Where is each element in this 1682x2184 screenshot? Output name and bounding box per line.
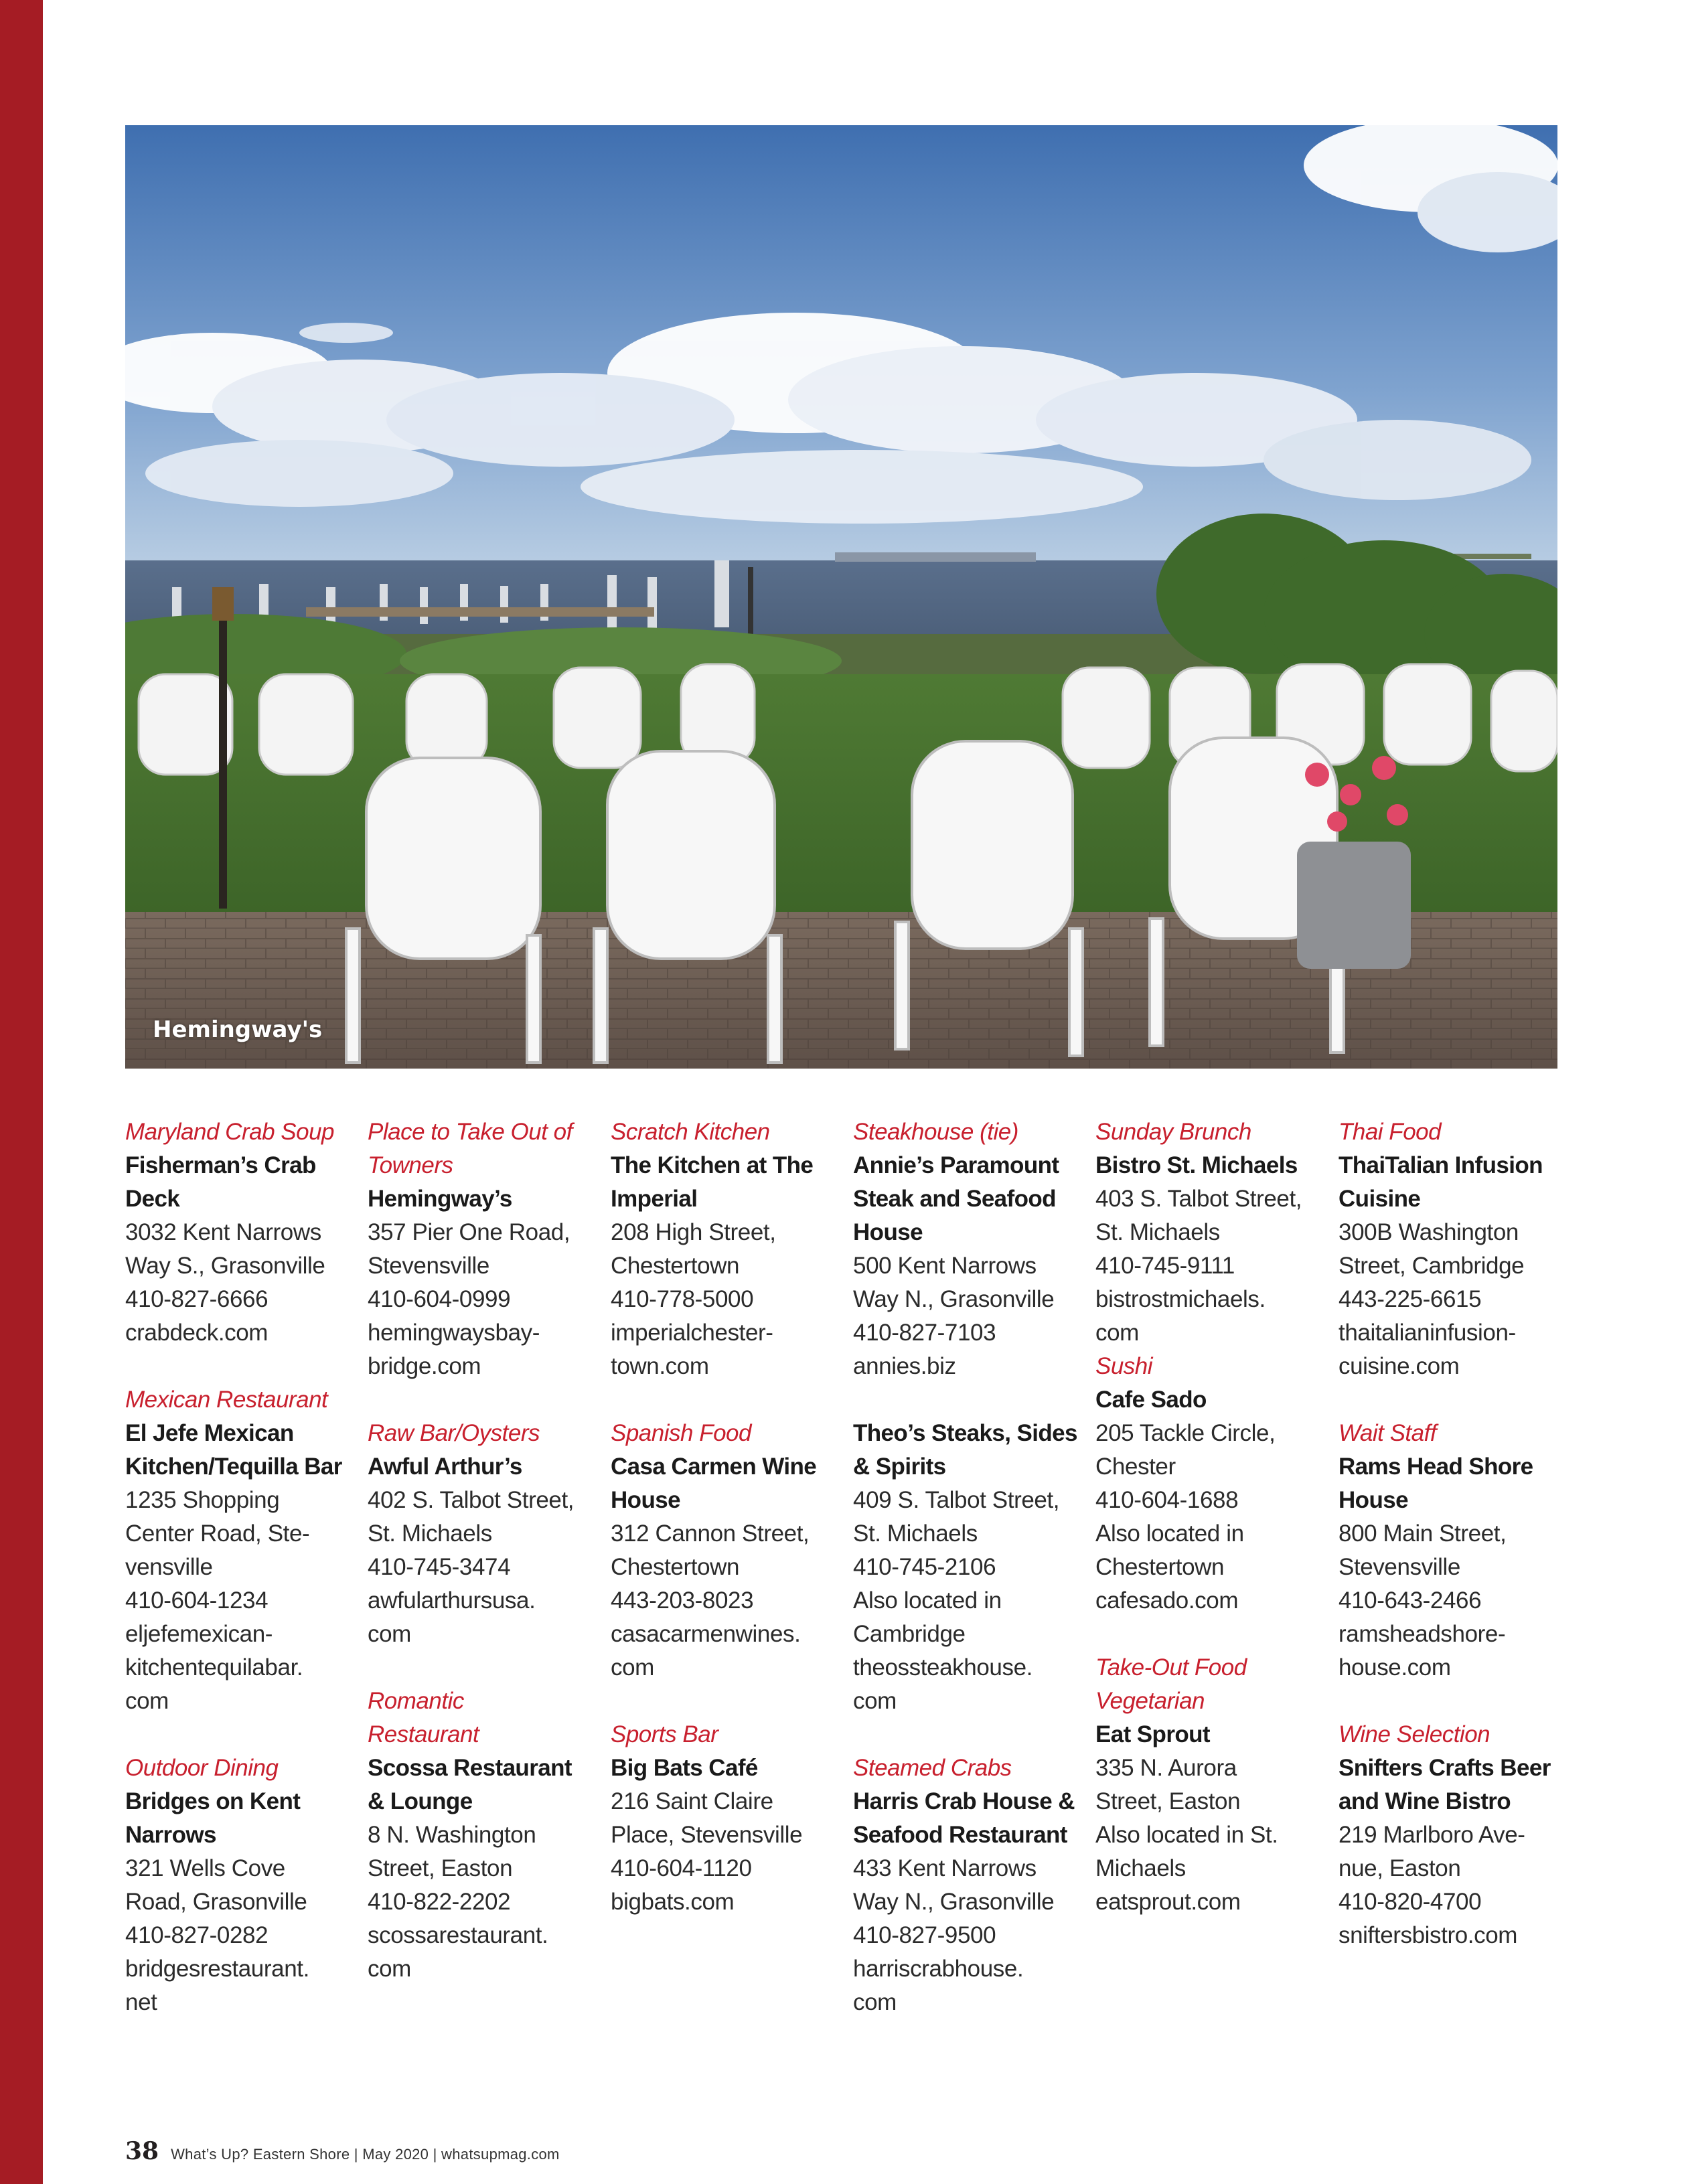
restaurant-info: eatsprout.com bbox=[1095, 1889, 1241, 1915]
restaurant-info: bistrostmichaels. bbox=[1095, 1286, 1266, 1312]
list-item bbox=[368, 1417, 599, 1651]
list-item bbox=[368, 1685, 599, 1986]
list-item bbox=[1339, 1115, 1570, 1383]
restaurant-info: 357 Pier One Road, bbox=[368, 1219, 570, 1245]
restaurant-info: casacarmenwines. bbox=[611, 1621, 801, 1647]
award-category: Mexican Restaurant bbox=[125, 1387, 328, 1413]
restaurant-info: 1235 Shopping bbox=[125, 1487, 280, 1513]
restaurant-info: annies.biz bbox=[853, 1353, 956, 1379]
list-item bbox=[368, 1115, 599, 1383]
restaurant-info: 410-604-1120 bbox=[611, 1855, 752, 1881]
restaurant-name: Theo’s Steaks, Sides bbox=[853, 1420, 1077, 1446]
award-category: Place to Take Out of bbox=[368, 1119, 572, 1145]
restaurant-info: 8 N. Washington bbox=[368, 1822, 536, 1848]
restaurant-info: 443-203-8023 bbox=[611, 1587, 754, 1614]
list-item bbox=[125, 1115, 356, 1350]
restaurant-name: Hemingway’s bbox=[368, 1186, 512, 1212]
restaurant-info: Road, Grasonville bbox=[125, 1889, 307, 1915]
award-category: Sports Bar bbox=[611, 1721, 718, 1747]
restaurant-name: Awful Arthur’s bbox=[368, 1454, 522, 1480]
restaurant-info: 219 Marlboro Ave- bbox=[1339, 1822, 1525, 1848]
award-category: Steamed Crabs bbox=[853, 1755, 1012, 1781]
award-category: Scratch Kitchen bbox=[611, 1119, 770, 1145]
restaurant-info: 402 S. Talbot Street, bbox=[368, 1487, 575, 1513]
restaurant-info: Way N., Grasonville bbox=[853, 1286, 1055, 1312]
restaurant-info: 410-820-4700 bbox=[1339, 1889, 1482, 1915]
restaurant-info: Stevensville bbox=[1339, 1554, 1460, 1580]
restaurant-name: Seafood Restaurant bbox=[853, 1822, 1067, 1848]
award-category: Outdoor Dining bbox=[125, 1755, 279, 1781]
restaurant-info: com bbox=[853, 1989, 897, 2015]
restaurant-info: 300B Washington bbox=[1339, 1219, 1519, 1245]
list-item bbox=[853, 1751, 1084, 2019]
restaurant-info: 800 Main Street, bbox=[1339, 1520, 1507, 1547]
restaurant-info: nue, Easton bbox=[1339, 1855, 1461, 1881]
restaurant-info: eljefemexican- bbox=[125, 1621, 273, 1647]
photo-illustration bbox=[125, 125, 1557, 1069]
restaurant-name: Fisherman’s Crab bbox=[125, 1152, 316, 1178]
restaurant-info: hemingwaysbay- bbox=[368, 1320, 540, 1346]
restaurant-info: cuisine.com bbox=[1339, 1353, 1460, 1379]
list-item bbox=[611, 1417, 842, 1685]
restaurant-info: St. Michaels bbox=[368, 1520, 492, 1547]
restaurant-info: 443-225-6615 bbox=[1339, 1286, 1482, 1312]
restaurant-info: house.com bbox=[1339, 1654, 1451, 1681]
list-item bbox=[125, 1751, 356, 2019]
restaurant-info: St. Michaels bbox=[1095, 1219, 1220, 1245]
restaurant-info: Place, Stevensville bbox=[611, 1822, 803, 1848]
restaurant-name: House bbox=[1339, 1487, 1408, 1513]
restaurant-info: 410-745-9111 bbox=[1095, 1253, 1235, 1279]
restaurant-info: 410-827-6666 bbox=[125, 1286, 269, 1312]
restaurant-info: 312 Cannon Street, bbox=[611, 1520, 810, 1547]
restaurant-info: Way N., Grasonville bbox=[853, 1889, 1055, 1915]
restaurant-info: com bbox=[368, 1621, 411, 1647]
restaurant-info: 410-604-0999 bbox=[368, 1286, 511, 1312]
restaurant-info: Street, Cambridge bbox=[1339, 1253, 1525, 1279]
restaurant-name: Steak and Seafood bbox=[853, 1186, 1056, 1212]
award-category: Restaurant bbox=[368, 1721, 479, 1747]
restaurant-name: The Kitchen at The bbox=[611, 1152, 814, 1178]
restaurant-name: Rams Head Shore bbox=[1339, 1454, 1533, 1480]
restaurant-info: 321 Wells Cove bbox=[125, 1855, 285, 1881]
award-category: Raw Bar/Oysters bbox=[368, 1420, 540, 1446]
restaurant-info: 433 Kent Narrows bbox=[853, 1855, 1037, 1881]
award-category: Spanish Food bbox=[611, 1420, 751, 1446]
restaurant-name: Big Bats Café bbox=[611, 1755, 758, 1781]
list-item bbox=[1095, 1115, 1326, 1350]
restaurant-name: and Wine Bistro bbox=[1339, 1788, 1511, 1814]
restaurant-info: Michaels bbox=[1095, 1855, 1186, 1881]
restaurant-info: awfularthursusa. bbox=[368, 1587, 536, 1614]
restaurant-info: Chestertown bbox=[1095, 1554, 1225, 1580]
restaurant-info: 410-745-2106 bbox=[853, 1554, 996, 1580]
restaurant-info: imperialchester- bbox=[611, 1320, 773, 1346]
restaurant-info: ramsheadshore- bbox=[1339, 1621, 1506, 1647]
restaurant-info: bigbats.com bbox=[611, 1889, 735, 1915]
photo-caption: Hemingway's bbox=[153, 1016, 323, 1043]
restaurant-name: Imperial bbox=[611, 1186, 698, 1212]
list-item bbox=[853, 1417, 1084, 1718]
list-item bbox=[1095, 1651, 1326, 1919]
award-category: Wait Staff bbox=[1339, 1420, 1437, 1446]
restaurant-info: bridge.com bbox=[368, 1353, 481, 1379]
restaurant-info: scossarestaurant. bbox=[368, 1922, 548, 1948]
restaurant-info: Chester bbox=[1095, 1454, 1176, 1480]
restaurant-info: 410-827-7103 bbox=[853, 1320, 996, 1346]
award-category: Take-Out Food bbox=[1095, 1654, 1247, 1681]
page-footer bbox=[125, 2137, 560, 2164]
award-category: Sushi bbox=[1095, 1353, 1153, 1379]
restaurant-name: & Lounge bbox=[368, 1788, 473, 1814]
page-edge-red-bar bbox=[0, 0, 43, 2184]
restaurant-info: town.com bbox=[611, 1353, 709, 1379]
restaurant-info: sniftersbistro.com bbox=[1339, 1922, 1518, 1948]
restaurant-name: Narrows bbox=[125, 1822, 216, 1848]
restaurant-info: 410-827-0282 bbox=[125, 1922, 269, 1948]
restaurant-info: 500 Kent Narrows bbox=[853, 1253, 1037, 1279]
list-item bbox=[853, 1115, 1084, 1383]
award-category: Thai Food bbox=[1339, 1119, 1442, 1145]
award-category: Steakhouse (tie) bbox=[853, 1119, 1018, 1145]
restaurant-info: kitchentequilabar. bbox=[125, 1654, 303, 1681]
restaurant-info: 410-604-1688 bbox=[1095, 1487, 1239, 1513]
restaurant-info: Cambridge bbox=[853, 1621, 966, 1647]
restaurant-info: Center Road, Ste- bbox=[125, 1520, 310, 1547]
restaurant-info: 3032 Kent Narrows bbox=[125, 1219, 321, 1245]
page-number: 38 bbox=[125, 2137, 159, 2165]
restaurant-info: 205 Tackle Circle, bbox=[1095, 1420, 1276, 1446]
restaurant-name: Cafe Sado bbox=[1095, 1387, 1207, 1413]
list-item bbox=[1339, 1718, 1570, 1952]
list-item bbox=[611, 1718, 842, 1919]
award-category: Towners bbox=[368, 1152, 453, 1178]
restaurant-info: harriscrabhouse. bbox=[853, 1956, 1024, 1982]
restaurant-info: 410-822-2202 bbox=[368, 1889, 511, 1915]
restaurant-info: vensville bbox=[125, 1554, 213, 1580]
restaurant-name: El Jefe Mexican bbox=[125, 1420, 294, 1446]
award-category: Maryland Crab Soup bbox=[125, 1119, 334, 1145]
list-item bbox=[1339, 1417, 1570, 1685]
restaurant-info: Also located in bbox=[853, 1587, 1002, 1614]
restaurant-info: Also located in St. bbox=[1095, 1822, 1278, 1848]
award-category: Romantic bbox=[368, 1688, 464, 1714]
list-item bbox=[611, 1115, 842, 1383]
restaurant-info: 335 N. Aurora bbox=[1095, 1755, 1237, 1781]
restaurant-info: Street, Easton bbox=[368, 1855, 513, 1881]
restaurant-info: 410-778-5000 bbox=[611, 1286, 754, 1312]
hemingways-photo bbox=[125, 125, 1557, 1069]
restaurant-name: Eat Sprout bbox=[1095, 1721, 1210, 1747]
restaurant-info: com bbox=[611, 1654, 654, 1681]
restaurant-info: Stevensville bbox=[368, 1253, 489, 1279]
restaurant-name: Snifters Crafts Beer bbox=[1339, 1755, 1551, 1781]
restaurant-name: Cuisine bbox=[1339, 1186, 1421, 1212]
restaurant-name: House bbox=[611, 1487, 680, 1513]
restaurant-info: 410-643-2466 bbox=[1339, 1587, 1482, 1614]
restaurant-info: 216 Saint Claire bbox=[611, 1788, 773, 1814]
restaurant-info: Way S., Grasonville bbox=[125, 1253, 325, 1279]
restaurant-info: crabdeck.com bbox=[125, 1320, 269, 1346]
restaurant-info: theossteakhouse. bbox=[853, 1654, 1033, 1681]
restaurant-info: com bbox=[853, 1688, 897, 1714]
restaurant-info: net bbox=[125, 1989, 157, 2015]
winners-list bbox=[125, 1115, 1572, 2053]
restaurant-info: Chestertown bbox=[611, 1554, 740, 1580]
restaurant-info: St. Michaels bbox=[853, 1520, 978, 1547]
restaurant-info: thaitalianinfusion- bbox=[1339, 1320, 1516, 1346]
restaurant-name: & Spirits bbox=[853, 1454, 946, 1480]
restaurant-info: com bbox=[1095, 1320, 1139, 1346]
restaurant-info: 410-604-1234 bbox=[125, 1587, 269, 1614]
list-item bbox=[125, 1383, 356, 1718]
column-6 bbox=[1339, 1115, 1570, 1986]
restaurant-name: Bistro St. Michaels bbox=[1095, 1152, 1298, 1178]
restaurant-info: 410-827-9500 bbox=[853, 1922, 996, 1948]
restaurant-name: Annie’s Paramount bbox=[853, 1152, 1059, 1178]
restaurant-name: Deck bbox=[125, 1186, 180, 1212]
restaurant-info: cafesado.com bbox=[1095, 1587, 1239, 1614]
column-5 bbox=[1095, 1115, 1326, 1952]
column-1 bbox=[125, 1115, 356, 2053]
restaurant-info: Street, Easton bbox=[1095, 1788, 1241, 1814]
column-2 bbox=[368, 1115, 599, 2019]
restaurant-info: Chestertown bbox=[611, 1253, 740, 1279]
restaurant-info: 208 High Street, bbox=[611, 1219, 776, 1245]
footer-publication-info: What’s Up? Eastern Shore | May 2020 | whatsupmag.com bbox=[171, 2146, 560, 2163]
restaurant-name: ThaiTalian Infusion bbox=[1339, 1152, 1543, 1178]
restaurant-info: com bbox=[368, 1956, 411, 1982]
restaurant-name: Kitchen/Tequilla Bar bbox=[125, 1454, 342, 1480]
restaurant-name: House bbox=[853, 1219, 923, 1245]
award-category: Wine Selection bbox=[1339, 1721, 1490, 1747]
award-category: Vegetarian bbox=[1095, 1688, 1205, 1714]
restaurant-name: Scossa Restaurant bbox=[368, 1755, 572, 1781]
restaurant-info: bridgesrestaurant. bbox=[125, 1956, 309, 1982]
column-3 bbox=[611, 1115, 842, 1952]
restaurant-info: 403 S. Talbot Street, bbox=[1095, 1186, 1302, 1212]
list-item bbox=[1095, 1350, 1326, 1618]
restaurant-name: Bridges on Kent bbox=[125, 1788, 301, 1814]
restaurant-name: Harris Crab House & bbox=[853, 1788, 1075, 1814]
restaurant-name: Casa Carmen Wine bbox=[611, 1454, 817, 1480]
restaurant-info: com bbox=[125, 1688, 169, 1714]
restaurant-info: 409 S. Talbot Street, bbox=[853, 1487, 1060, 1513]
restaurant-info: 410-745-3474 bbox=[368, 1554, 511, 1580]
award-category: Sunday Brunch bbox=[1095, 1119, 1251, 1145]
column-4 bbox=[853, 1115, 1084, 2053]
restaurant-info: Also located in bbox=[1095, 1520, 1244, 1547]
